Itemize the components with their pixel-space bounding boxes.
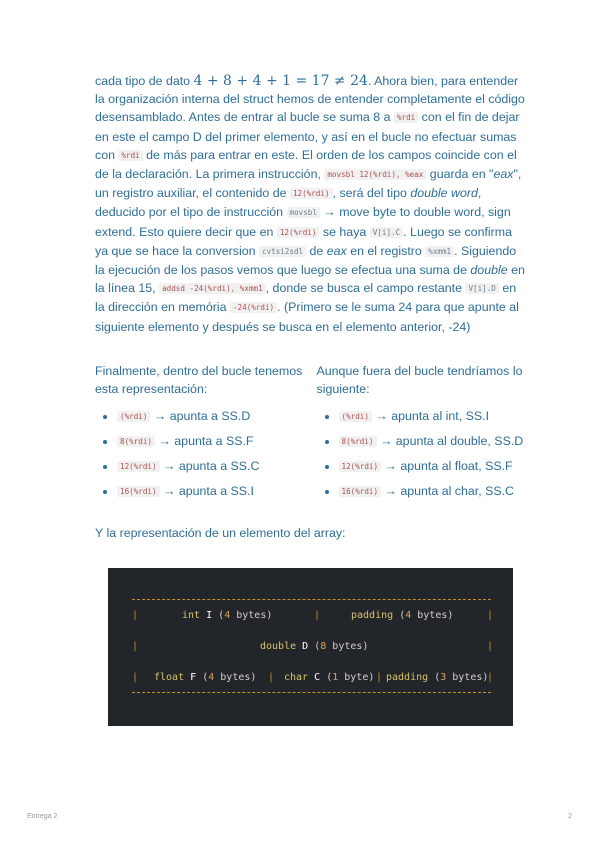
inline-code: 8(%rdi) xyxy=(339,436,377,447)
memory-layout-codeblock xyxy=(108,568,513,726)
inline-code: %rdi xyxy=(394,112,418,123)
inline-code: V[i].C xyxy=(370,227,403,238)
type-keyword: padding xyxy=(386,672,429,683)
list-item-text: → apunta a SS.I xyxy=(159,483,254,498)
list-item xyxy=(339,483,526,500)
padding-cell xyxy=(386,671,488,685)
size-number: 3 xyxy=(440,672,447,683)
two-column-lists xyxy=(95,362,525,508)
cell-border: | xyxy=(487,641,494,652)
field-name: I xyxy=(206,610,213,621)
inline-code: cvtsi2sdl xyxy=(259,246,306,257)
double-cell xyxy=(260,640,368,654)
cell-border: | xyxy=(268,672,275,683)
inline-code: 12(%rdi) xyxy=(339,461,382,472)
inline-code: -24(%rdi) xyxy=(230,302,277,313)
layout-row-int-padding xyxy=(132,609,494,623)
cell-border: | xyxy=(487,610,494,621)
inline-code: 16(%rdi) xyxy=(117,486,160,497)
list-item xyxy=(117,408,304,425)
float-cell xyxy=(154,671,256,685)
inline-code: 8(%rdi) xyxy=(117,436,155,447)
field-name: F xyxy=(190,672,197,683)
type-keyword: double xyxy=(260,641,297,652)
text: . Luego se confirma ya que se hace la conversion xyxy=(95,224,512,258)
size-number: 8 xyxy=(320,641,327,652)
text: en la línea 15, xyxy=(95,263,525,296)
emphasis: eax xyxy=(493,167,514,182)
size-text: byte) xyxy=(338,672,375,683)
size-text: bytes) xyxy=(411,610,454,621)
right-column xyxy=(317,362,526,508)
cell-border: | xyxy=(314,610,321,621)
text: , será del tipo xyxy=(332,186,411,201)
list-item xyxy=(339,408,526,425)
footer-left: Entrega 2 xyxy=(27,813,58,820)
cell-border: | xyxy=(487,672,494,683)
text: cada tipo de dato xyxy=(95,74,194,88)
left-column xyxy=(95,362,304,508)
text: . Siguiendo la ejecución de los pasos vemos que luego se efectua una suma de xyxy=(95,243,517,278)
inline-code: %rdi xyxy=(118,150,142,161)
dashed-rule-top xyxy=(132,599,491,600)
text: , deducido por el tipo de instrucción xyxy=(95,186,482,220)
text: ", un registro auxiliar, el contenido de xyxy=(95,167,522,201)
cell-border: | xyxy=(376,672,383,683)
padding-cell xyxy=(351,609,453,623)
text: en la dirección en memória xyxy=(95,281,517,315)
layout-row-double xyxy=(132,640,494,654)
text: de más para entrar en este. El orden de los campos coincide con el de la declaración. La primera instrucción, xyxy=(95,147,517,182)
list-item-text: → apunta al char, SS.C xyxy=(381,483,515,498)
text: de xyxy=(306,243,327,258)
list-item xyxy=(339,458,526,475)
text: , donde se busca el campo restante xyxy=(265,281,466,296)
type-keyword: int xyxy=(182,610,201,621)
inline-code: addsd -24(%rdi), %xmm1 xyxy=(159,283,266,294)
text: con el fin de dejar en este el campo D del primer elemento, y así en el bucle no efectuar sumas con xyxy=(95,110,520,162)
page-content xyxy=(95,72,525,554)
right-list xyxy=(317,408,526,500)
size-number: 4 xyxy=(208,672,215,683)
right-column-title: Aunque fuera del bucle tendríamos lo siguiente: xyxy=(316,363,523,396)
list-item-text: → apunta al double, SS.D xyxy=(376,433,524,448)
inline-code: 12(%rdi) xyxy=(117,461,160,472)
inline-code: 12(%rdi) xyxy=(277,227,320,238)
type-keyword: padding xyxy=(351,610,394,621)
list-item-text: → apunta a SS.C xyxy=(159,458,260,473)
layout-row-float-char-padding xyxy=(132,671,494,685)
text: en el registro xyxy=(346,243,426,258)
size-text: bytes) xyxy=(326,641,369,652)
list-item xyxy=(117,433,304,450)
type-keyword: float xyxy=(154,672,185,683)
emphasis: double word xyxy=(410,186,478,201)
size-text: ( xyxy=(434,672,441,683)
list-item-text: → apunta al float, SS.F xyxy=(381,458,513,473)
left-list xyxy=(95,408,304,500)
emphasis: eax xyxy=(326,243,347,258)
list-item-text: → apunta a SS.F xyxy=(155,433,254,448)
dashed-rule-bottom xyxy=(132,692,491,693)
list-item xyxy=(339,433,526,450)
inline-code: V[i].D xyxy=(465,283,498,294)
text: guarda en " xyxy=(426,167,494,182)
text: → move byte to double word, sign extend. Esto quiere decir que en xyxy=(95,205,511,239)
size-text: bytes) xyxy=(230,610,273,621)
size-text: ( xyxy=(218,610,225,621)
field-name: C xyxy=(314,672,321,683)
body-paragraph xyxy=(95,72,525,336)
inline-code: movsbl xyxy=(287,207,320,218)
inline-code: (%rdi) xyxy=(339,411,372,422)
size-text: ( xyxy=(202,672,209,683)
char-cell xyxy=(284,671,374,685)
size-text: bytes) xyxy=(214,672,257,683)
left-column-title: Finalmente, dentro del bucle tenemos esta representación: xyxy=(95,363,303,396)
emphasis: double xyxy=(470,263,508,278)
list-item xyxy=(117,458,304,475)
inline-code: movsbl 12(%rdi), %eax xyxy=(324,169,426,180)
size-number: 4 xyxy=(405,610,412,621)
inline-code: %xmm1 xyxy=(425,246,454,257)
inline-code: (%rdi) xyxy=(117,411,150,422)
list-item-text: → apunta a SS.D xyxy=(150,408,251,423)
size-text: bytes) xyxy=(446,672,489,683)
size-text: ( xyxy=(326,672,333,683)
size-number: 4 xyxy=(224,610,231,621)
figure-caption: Y la representación de un elemento del array: xyxy=(95,525,346,540)
int-cell xyxy=(182,609,272,623)
text: . Ahora bien, para entender la organización interna del struct hemos de entender completamente el código desensamblado. Antes de entrar al bucle se suma 8 a xyxy=(95,74,525,125)
inline-code: 12(%rdi) xyxy=(290,188,333,199)
text: se haya xyxy=(319,224,370,239)
size-text: ( xyxy=(399,610,406,621)
cell-border: | xyxy=(132,641,139,652)
size-number: 1 xyxy=(332,672,339,683)
page-number: 2 xyxy=(568,813,572,820)
list-item-text: → apunta al int, SS.I xyxy=(371,408,490,423)
math-expression: 4 + 8 + 4 + 1 = 17 ≠ 24 xyxy=(193,73,368,89)
inline-code: 16(%rdi) xyxy=(339,486,382,497)
list-item xyxy=(117,483,304,500)
text: . (Primero se le suma 24 para que apunte al siguiente elemento y después se busca en el elemento anterior, -24) xyxy=(95,300,519,334)
field-name: D xyxy=(302,641,309,652)
cell-border: | xyxy=(132,672,139,683)
cell-border: | xyxy=(132,610,139,621)
type-keyword: char xyxy=(284,672,309,683)
size-text: ( xyxy=(314,641,321,652)
